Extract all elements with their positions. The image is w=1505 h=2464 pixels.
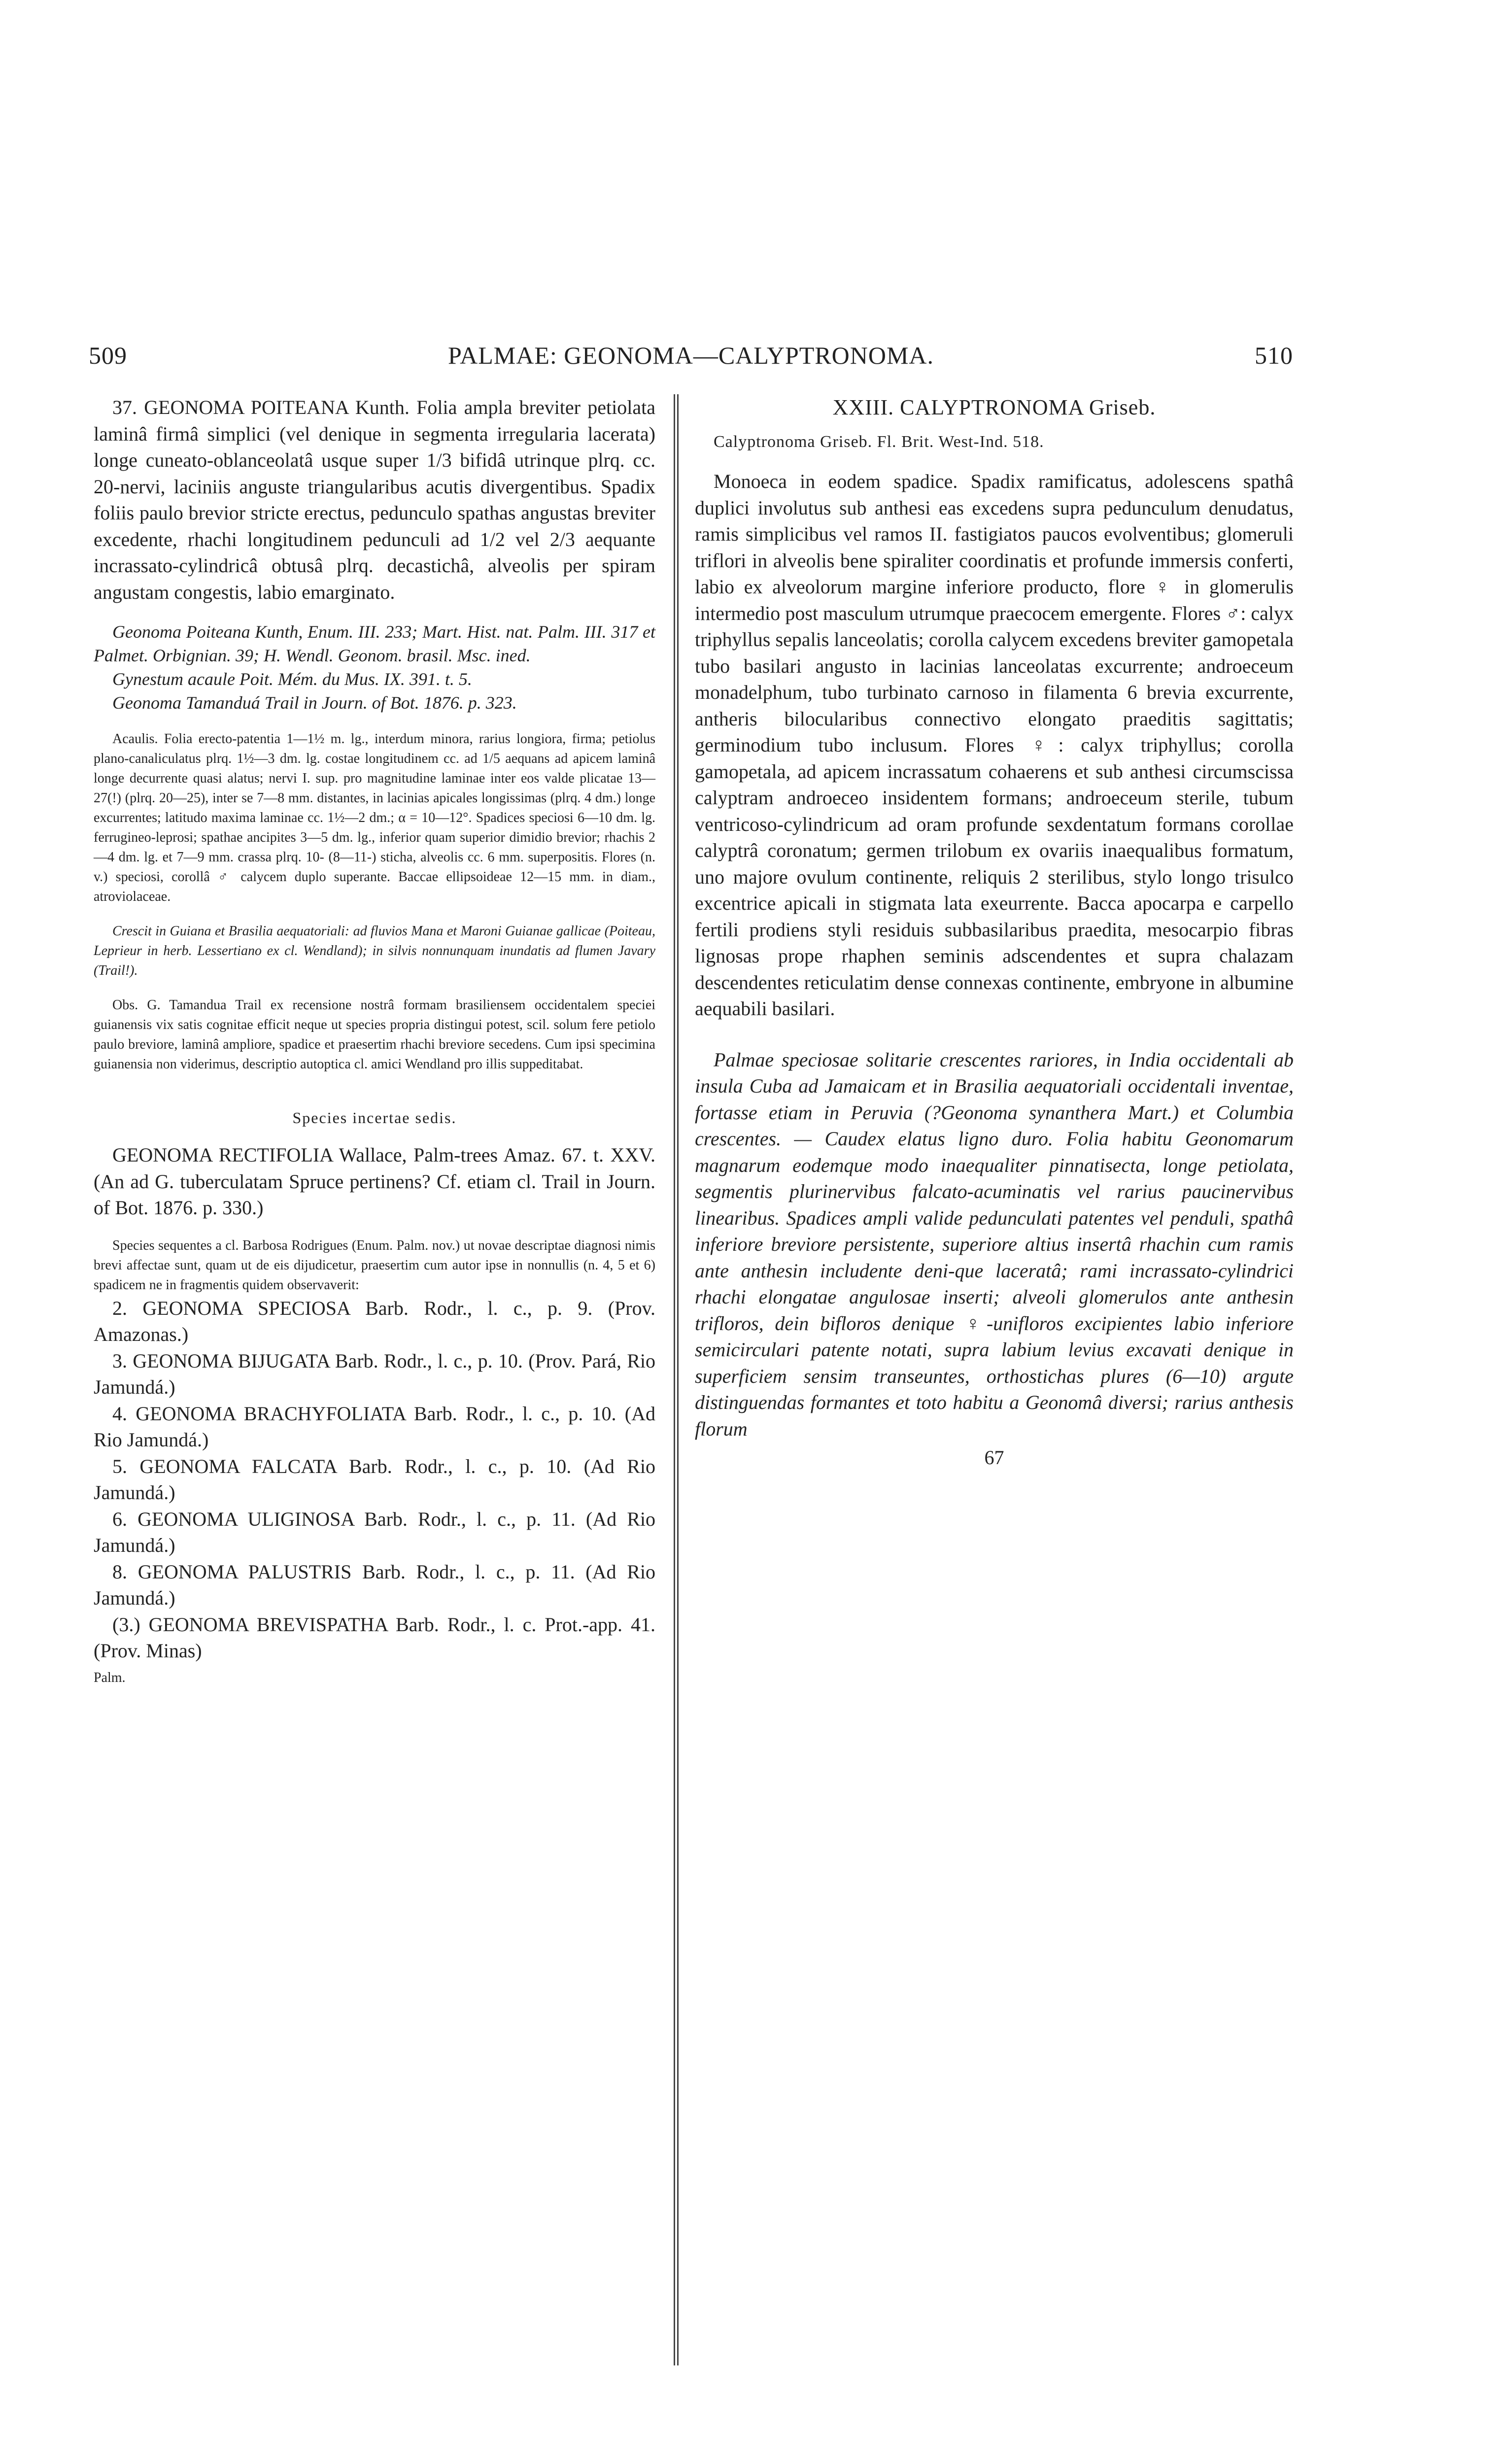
synonym-2: Gynestum acaule Poit. Mém. du Mus. IX. 391. t. 5. <box>112 669 472 689</box>
habit-paragraph: Palmae speciosae solitarie crescentes rariores, in India occidentali ab insula Cuba ad Jamaicam et in Brasilia aequatoriali occidentali inventae, fortasse etiam in Peruvia (?Geonoma synanthera Mart.) et Columbia crescentes. — Caudex elatus ligno duro. Folia habitu Geonomarum magnarum eodemque modo inaequaliter pinnatisecta, longe petiolata, segmentis plurinervibus falcato-acuminatis vel rarius paucinervibus linearibus. Spadices ampli valide pedunculati patentes vel penduli, spathâ inferiore breviore persistente, superiore altius insertâ rhachin cum ramis ante anthesin includente deni-que laceratâ; rami incrassato-cylindrici rhachi elongatae angulosae inserti; alveoli glomerulos ante anthesin trifloros, dein bifloros denique ♀-unifloros excipientes labio inferiore semicirculari patente notati, supra labium levius excavati denique in superficiem sensim transeuntes, orthostichas plures (6—10) argute distinguendas formantes et toto habitu a Geonomâ diversi; rarius anthesis florum <box>695 1048 1294 1440</box>
right-column <box>695 394 1294 1469</box>
habitat-note: Crescit in Guiana et Brasilia aequatoriali: ad fluvios Mana et Maroni Guianae gallicae (Poiteau, Leprieur in herb. Lessertiano ex cl. Wendland); in silvis nonnunquam inundatis ad flumen Javary (Trail!). <box>94 924 655 978</box>
incertae-sedis-heading: Species incertae sedis. <box>292 1109 457 1127</box>
list-item: 2. GEONOMA SPECIOSA Barb. Rodr., l. c., p. 9. (Prov. Amazonas.) <box>94 1297 655 1345</box>
list-item: 8. GEONOMA PALUSTRIS Barb. Rodr., l. c., p. 11. (Ad Rio Jamundá.) <box>94 1560 655 1609</box>
species-list <box>94 1295 655 1664</box>
synonym-1: Geonoma Poiteana Kunth, Enum. III. 233; Mart. Hist. nat. Palm. III. 317 et Palmet. Orbignian. 39; H. Wendl. Geonom. brasil. Msc. ined. <box>94 622 655 665</box>
synonym-3: Geonoma Tamanduá Trail in Journ. of Bot. 1876. p. 323. <box>112 693 517 713</box>
list-item: 6. GEONOMA ULIGINOSA Barb. Rodr., l. c., p. 11. (Ad Rio Jamundá.) <box>94 1507 655 1556</box>
geonoma-poiteana-entry: 37. GEONOMA POITEANA Kunth. Folia ampla breviter petiolata laminâ firmâ simplici (vel denique in segmenta irregularia lacerata) longe cuneato-oblanceolatâ usque super 1/3 bifidâ utrinque plrq. cc. 20-nervi, laciniis anguste triangularibus acutis divergentibus. Spadix foliis paulo brevior stricte erectus, pedunculo spathas angustas breviter excedente, rhachi longitudinem pedunculi ad 1/2 vel 2/3 aequante incrassato-cylindricâ obtusâ plrq. decastichâ, alveolis per spiram angustam congestis, labio emarginato. <box>94 396 655 603</box>
observation-note: Obs. G. Tamandua Trail ex recensione nostrâ formam brasiliensem occidentalem speciei guianensis vix satis cognitae efficit neque ut species propria distingui potest, scil. solum fere petiolo paulo breviore, laminâ ampliore, spadice et praesertim rhachi breviore secedens. Cum ipsi specimina guianensia non viderimus, descriptio autoptica cl. amici Wendland pro illis suppeditabat. <box>94 997 655 1072</box>
list-item: 4. GEONOMA BRACHYFOLIATA Barb. Rodr., l. c., p. 10. (Ad Rio Jamundá.) <box>94 1402 655 1451</box>
list-item: 5. GEONOMA FALCATA Barb. Rodr., l. c., p. 10. (Ad Rio Jamundá.) <box>94 1455 655 1504</box>
column-divider <box>674 394 679 2365</box>
genus-title: XXIII. CALYPTRONOMA Griseb. <box>832 395 1156 419</box>
page-header <box>89 341 1293 376</box>
page-number-right: 510 <box>1255 342 1293 369</box>
species-description: Acaulis. Folia erecto-patentia 1—1½ m. lg., interdum minora, rarius longiora, firma; petiolus plano-canaliculatus plrq. 1½—3 dm. lg. costae longitudinem cc. ad 1/5 aequans ad apicem laminâ longe decurrente quasi alatus; nervi I. sup. pro magnitudine laminae inter eos valde plicatae 13—27(!) (plrq. 20—25), inter se 7—8 mm. distantes, in lacinias apicales longissimas (plrq. 4 dm.) longe excurrentes; latitudo maxima laminae cc. 1½—2 dm.; α = 10—12°. Spadices speciosi 6—10 dm. lg. ferrugineo-leprosi; spathae ancipites 3—5 dm. lg., inferior quam superior dimidio brevior; rhachis 2—4 dm. lg. et 7—9 mm. crassa plrq. 10- (8—11-) sticha, alveolis cc. 6 mm. superpositis. Flores (n. v.) speciosi, corollâ ♂ calycem duplo superante. Baccae ellipsoideae 12—15 mm. in diam., atroviolaceae. <box>94 731 655 904</box>
list-item: 3. GEONOMA BIJUGATA Barb. Rodr., l. c., p. 10. (Prov. Pará, Rio Jamundá.) <box>94 1349 655 1398</box>
page-number-left: 509 <box>89 342 127 369</box>
signature-mark: Palm. <box>94 1670 126 1685</box>
genus-description: Monoeca in eodem spadice. Spadix ramificatus, adolescens spathâ duplici involutus sub anthesi eas excedens supra pedunculum denudatus, ramis simplicibus vel ramos II. fastigiatos paucos evolventibus; glomeruli triflori in alveolis bene spiraliter coordinatis et profunde immersis conferti, labio ex alveolorum margine inferiore producto, flore ♀ in glomerulis intermedio post masculum utrumque praecocem emergente. Flores ♂: calyx triphyllus sepalis lanceolatis; corolla calycem excedens breviter gamopetala tubo basilari angusto in lacinias lanceolatas excurrente; androeceum monadelphum, tubo turbinato carnoso in filamenta 6 brevia excurrente, antheris bilocularibus connectivo elongato praeditis sagittatis; germinodium tubo inclusum. Flores ♀: calyx triphyllus; corolla gamopetala, ad apicem incrassatum cohaerens et sub anthesi circumscissa calyptram androeceo insidentem formans; androeceum sterile, tubum ventricoso-cylindricum ad oram profunde sexdentatum formans corollae calyptrâ coronatum; germen trilobum ex ovariis inaequalibus formatum, uno majore ovulum continente, reliquis 2 sterilibus, stylo longo trisulco excentrice apicali in stigmata lata exeurrente. Bacca apocarpa e carpello fertili prodiens styli residuis subbasilaribus praedita, mesocarpio fibras lignosas prope rhaphen seminis adscendentes et supra chalazam descendentes reticulatim dense connexas continente, embryone in albumine aequabili basilari. <box>695 470 1294 1020</box>
list-item: (3.) GEONOMA BREVISPATHA Barb. Rodr., l. c. Prot.-app. 41. (Prov. Minas) <box>94 1613 655 1662</box>
genus-citation: Calyptronoma Griseb. Fl. Brit. West-Ind. 518. <box>714 433 1044 451</box>
left-column <box>94 394 655 1686</box>
barbosa-note: Species sequentes a cl. Barbosa Rodrigues (Enum. Palm. nov.) ut novae descriptae diagnosi nimis brevi affectae sunt, quam ut de eis dijudicetur, praesertim cum autor ipse in nonnullis (n. 4, 5 et 6) spadicem ne in fragmentis quidem observaverit: <box>94 1237 655 1293</box>
running-title: PALMAE: GEONOMA—CALYPTRONOMA. <box>447 342 934 369</box>
page-number: 67 <box>984 1446 1004 1469</box>
geonoma-rectifolia-entry: GEONOMA RECTIFOLIA Wallace, Palm-trees Amaz. 67. t. XXV. (An ad G. tuberculatam Spruce pertinens? Cf. etiam cl. Trail in Journ. of Bot. 1876. p. 330.) <box>94 1144 655 1219</box>
